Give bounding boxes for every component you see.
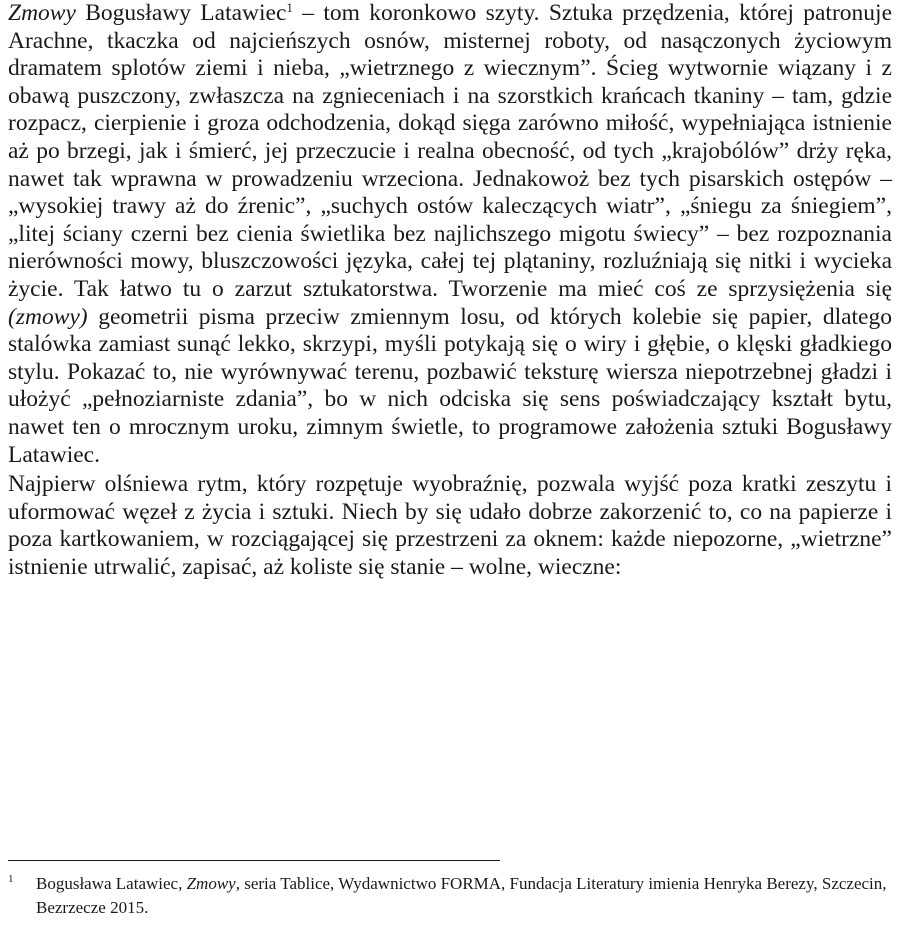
footnote-reference: 1 [286, 0, 293, 15]
inline-italic-term: (zmowy) [8, 303, 88, 330]
book-title: Zmowy [8, 0, 76, 26]
footnote-text-a: Bogusława Latawiec, [36, 874, 187, 893]
footnote-text-b: , seria Tablice, Wydawnictwo FORMA, Fundacja Literatury imienia Henryka Berezy, Szczecin, Bezrzecze 2015. [36, 874, 887, 917]
footnote-text [8, 872, 892, 920]
footnote-book-title: Zmowy [186, 874, 236, 893]
footnote-divider [8, 860, 500, 861]
paragraph-1 [8, 0, 892, 469]
footnote-mark: 1 [8, 873, 14, 885]
footnote [8, 872, 892, 920]
author-name: Bogusławy Latawiec [75, 0, 287, 26]
paragraph-2: Najpierw olśniewa rytm, który rozpętuje wyobraźnię, pozwala wyjść poza kratki zeszytu i uformować węzeł z życia i sztuki. Niech by się udało dobrze zakorzenić to, co na papierze i poza kartkowaniem, w rozciągającej się przestrzeni za oknem: każde niepozorne, „wietrzne” istnienie utrwalić, zapisać, aż koliste się stanie – wolne, wieczne: [8, 471, 892, 580]
document-page [8, 0, 892, 926]
paragraph-1-text-a: – tom koronkowo szyty. Sztuka przędzenia, której patronuje Arachne, tkaczka od najcieńszych osnów, misternej roboty, od nasączonych życiowym dramatem splotów ziemi i nieba, „wietrznego z wiecznym”. Ścieg wytwornie wiązany i z obawą puszczony, zwłaszcza na zgnieceniach i na szorstkich krańcach tkaniny – tam, gdzie rozpacz, cierpienie i groza odchodzenia, dokąd sięga zarówno miłość, wypełniająca istnienie aż po brzegi, jak i śmierć, jej przeczucie i realna obecność, od tych „krajobólów” drży ręka, nawet tak wprawna w prowadzeniu wrzeciona. Jednakowoż bez tych pisarskich ostępów – „wysokiej trawy aż do źrenic”, „suchych ostów kaleczących wiatr”, „śniegu za śniegiem”, „litej ściany czerni bez cienia świetlika bez najlichszego migotu świecy” – bez rozpoznania nierówności mowy, bluszczowości języka, całej tej plątaniny, rozluźniają się nitki i wycieka życie. Tak łatwo tu o zarzut sztukatorstwa. Tworzenie ma mieć coś ze sprzysiężenia się [8, 0, 892, 302]
main-text [8, 0, 892, 581]
paragraph-1-text-b: geometrii pisma przeciw zmiennym losu, od których kolebie się papier, dlatego stalówka zamiast sunąć lekko, skrzypi, myśli potykają się o wiry i głębie, o klęski gładkiego stylu. Pokazać to, nie wyrównywać terenu, pozbawić teksturę wiersza niepotrzebnej gładzi i ułożyć „pełnoziarniste zdania”, bo w nich odciska się sens poświadczający kształt bytu, nawet ten o mrocznym uroku, zimnym świetle, to programowe założenia sztuki Bogusławy Latawiec. [8, 303, 892, 468]
